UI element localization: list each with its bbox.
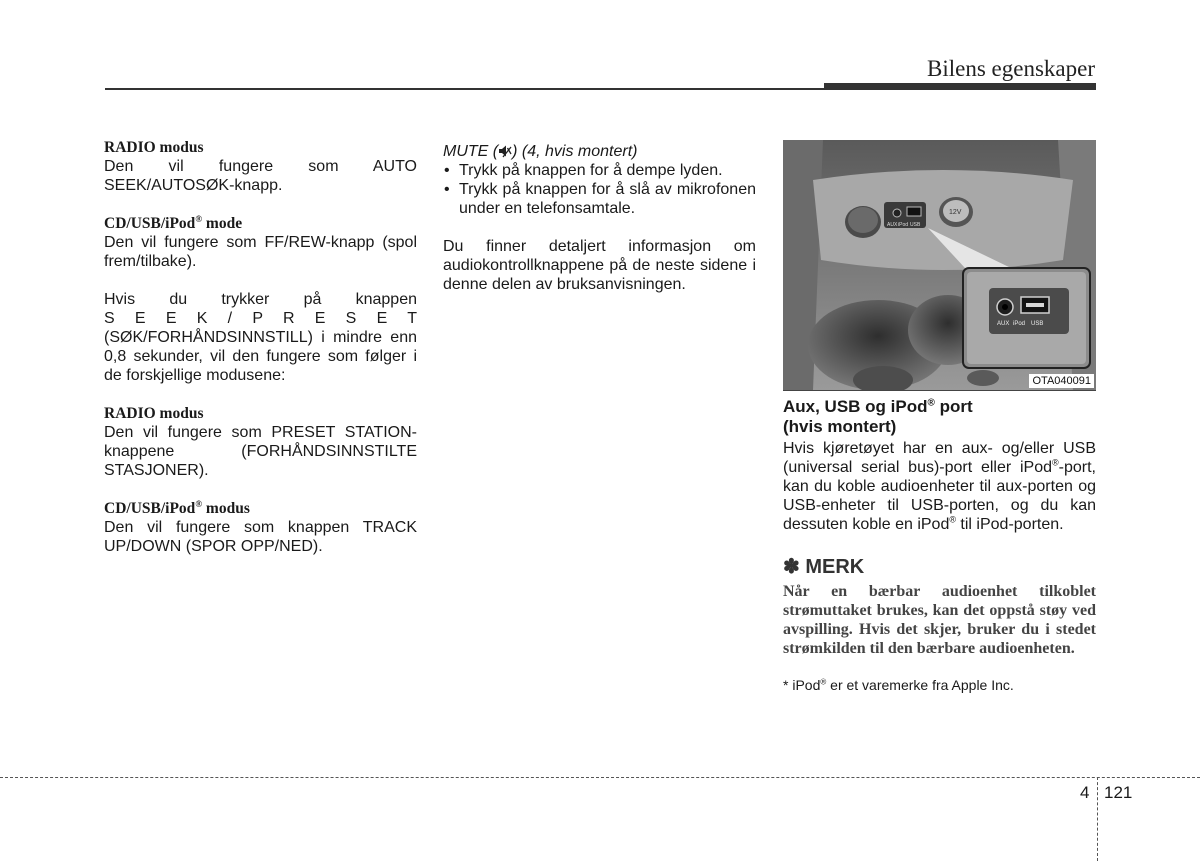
port-text: Hvis kjøretøyet har en aux- og/eller USB (universal serial bus)-port eller iPod®-port, kan du koble audioenheter til aux-porten og USB-enheter til USB-porten, og du kan dessuten koble en iPod® til iPod-porten.: [783, 440, 1096, 533]
port-label-ipod-zoom: iPod: [1013, 321, 1026, 327]
press-text: (SØK/FORHÅNDSINNSTILL) i mindre enn 0,8 sekunder, vil den fungere som følger i de forskjellige modusene:: [104, 329, 417, 384]
port-label-usb-zoom: USB: [1031, 321, 1044, 327]
footer-divider: [1097, 777, 1098, 861]
left-column: [104, 138, 417, 556]
cd-mode-text: Den vil fungere som FF/REW-knapp (spol frem/tilbake).: [104, 234, 417, 270]
list-item: • Trykk på knappen for å slå av mikrofonen under en telefonsamtale.: [443, 180, 756, 218]
cd-mode-heading-2: CD/USB/iPod® modus: [104, 498, 250, 517]
port-label-ipod: iPod: [898, 222, 909, 228]
info-text: Du finner detaljert informasjon om audiokontrollknappene på de neste sidene i denne delen av bruksanvisningen.: [443, 238, 756, 293]
radio-mode-text: Den vil fungere som AUTO SEEK/AUTOSØK-knapp.: [104, 158, 417, 194]
header-rule-accent: [824, 83, 1096, 90]
right-column: [783, 140, 1096, 694]
middle-column: [443, 142, 756, 294]
page-number: 121: [1104, 783, 1133, 802]
note-text: Når en bærbar audioenhet tilkoblet strømuttaket brukes, kan det oppstå støy ved avspilling. Hvis det skjer, bruker du i stedet strømkilden til den bærbare audioenheten.: [783, 583, 1096, 657]
note-title: ✽ MERK: [783, 556, 865, 578]
list-item: • Trykk på knappen for å dempe lyden.: [443, 161, 756, 180]
port-label-aux-zoom: AUX: [997, 321, 1010, 327]
section-title: Bilens egenskaper: [927, 56, 1095, 81]
mute-bullet-list: [443, 161, 756, 218]
port-heading: Aux, USB og iPod® port (hvis montert): [783, 397, 973, 436]
photo-code: OTA040091: [1029, 374, 1094, 388]
mute-heading: MUTE ( ) (4, hvis montert): [443, 143, 638, 160]
console-photo: [783, 140, 1096, 391]
port-label-aux: AUX: [887, 222, 898, 228]
trademark-footnote: * iPod® er et varemerke fra Apple Inc.: [783, 677, 1014, 693]
port-label-usb: USB: [910, 222, 921, 228]
cd-mode-text-2: Den vil fungere som knappen TRACK UP/DOWN (SPOR OPP/NED).: [104, 519, 417, 555]
radio-mode-heading-2: RADIO modus: [104, 405, 204, 422]
footer-rule: [0, 777, 1200, 778]
cd-mode-heading: CD/USB/iPod® mode: [104, 213, 243, 232]
console-illustration: [783, 140, 1096, 390]
radio-mode-heading: RADIO modus: [104, 139, 204, 156]
chapter-number: 4: [1080, 783, 1090, 802]
press-text-line2: S E E K / P R E S E T: [104, 310, 417, 327]
press-text-line1: Hvis du trykker på knappen: [104, 291, 417, 308]
mute-icon: [498, 144, 512, 158]
radio-mode-text-2: Den vil fungere som PRESET STATION-knappene (FORHÅNDSINNSTILTE STASJONER).: [104, 424, 417, 479]
socket-label: 12V: [949, 209, 962, 216]
